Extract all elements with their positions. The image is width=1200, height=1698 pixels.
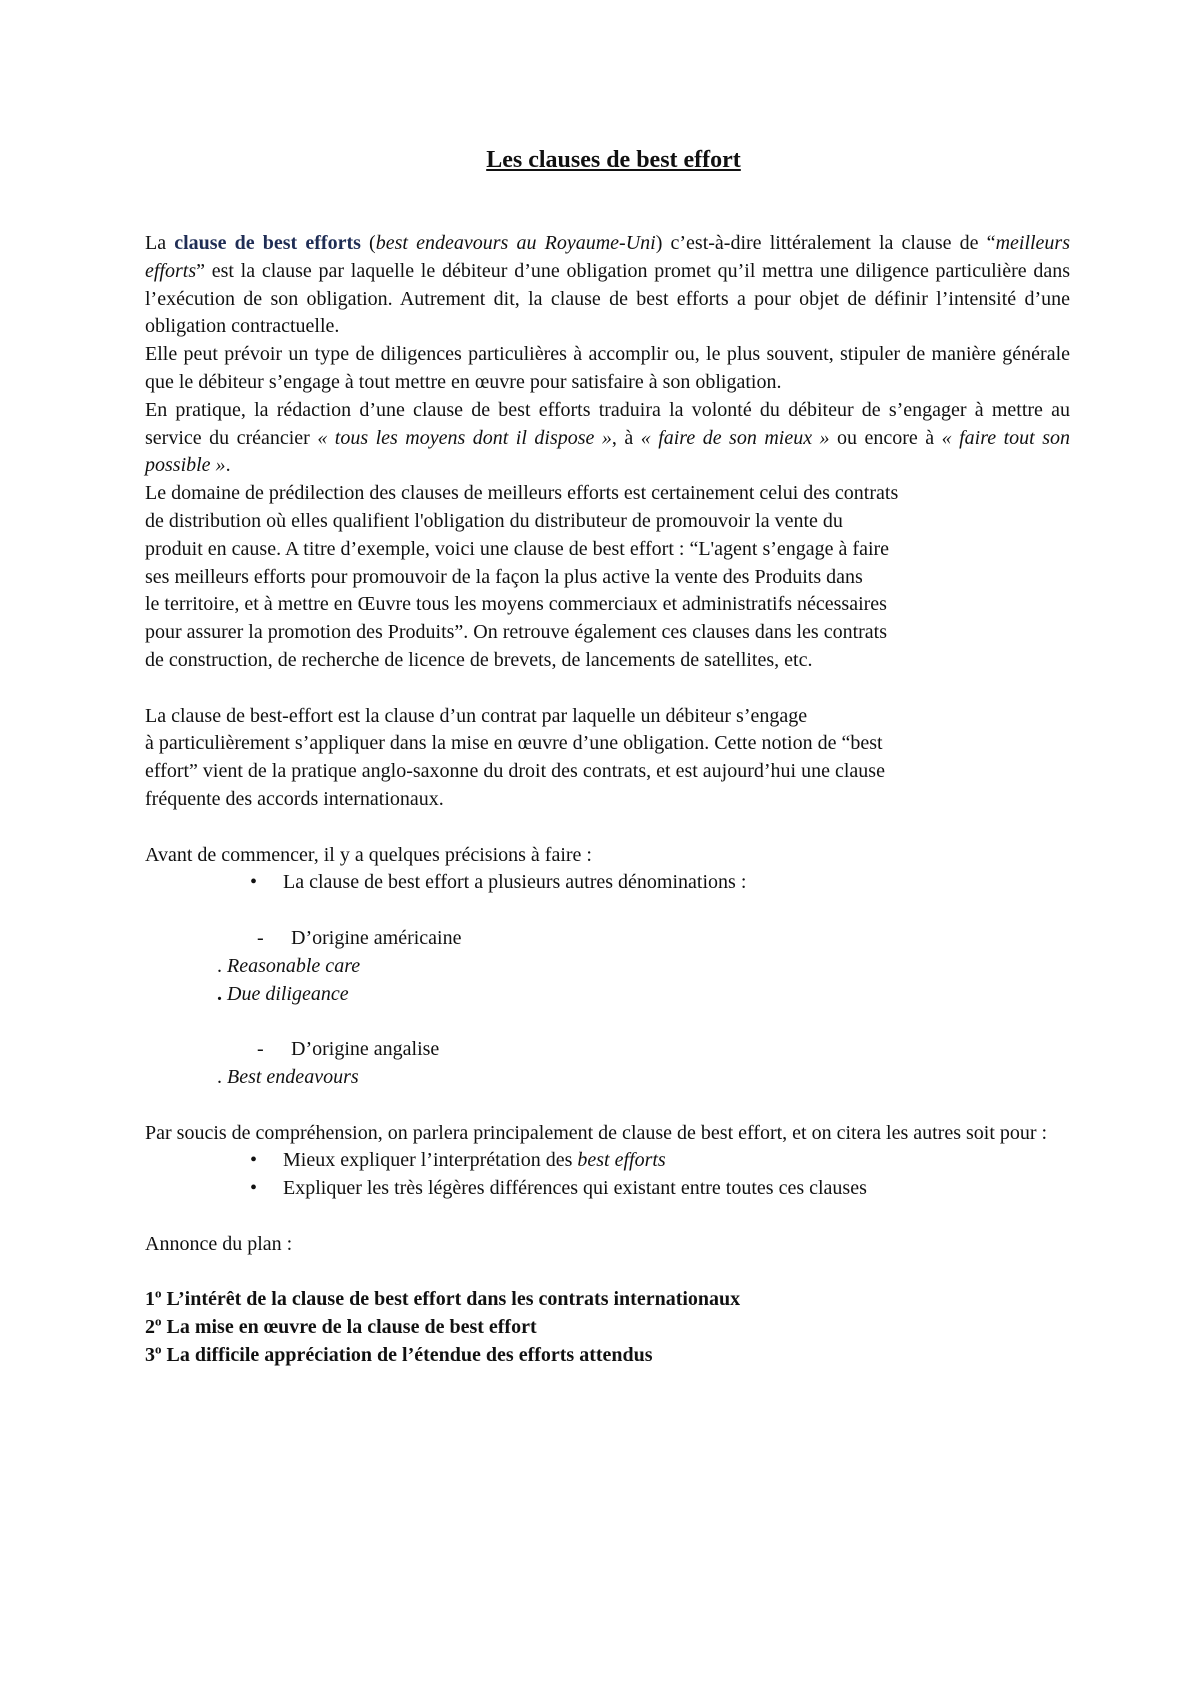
- list-item: . Best endeavours: [217, 1065, 359, 1088]
- list-item: . Reasonable care: [217, 954, 361, 977]
- plan-item: 2$^o$ La mise en œuvre de la clause de best effort: [145, 1313, 537, 1339]
- list-item: • La clause de best effort a plusieurs autres dénominations :: [250, 869, 1070, 897]
- paragraph-definition: La clause de best efforts (best endeavours au Royaume-Uni) c’est-à-dire littéralement la clause de “meilleurs efforts” est la clause par laquelle le débiteur d’une obligation promet qu’il mettra une diligence particulière dans l’exécution de son obligation. Autrement dit, la clause de best efforts a pour objet de définir l’intensité d’une obligation contractuelle.: [145, 232, 1070, 338]
- list-item: • Mieux expliquer l’interprétation des best efforts: [250, 1147, 1070, 1175]
- paragraph-domaine: Le domaine de prédilection des clauses de meilleurs efforts est certainement celui des contrats de distribution où elles qualifient l'obligation du distributeur de promouvoir la vente du produit en cause. A titre d’exemple, voici une clause de best effort : “L'agent s’engage à faire ses meilleurs efforts pour promouvoir de la façon la plus active la vente des Produits dans le territoire, et à mettre en Œuvre tous les moyens commerciaux et administratifs nécessaires pour assurer la promotion des Produits”. On retrouve également ces clauses dans les contrats de construction, de recherche de licence de brevets, de lancements de satellites, etc.: [145, 482, 899, 671]
- paragraph-diligences: Elle peut prévoir un type de diligences particulières à accomplir ou, le plus souvent, stipuler de manière générale que le débiteur s’engage à tout mettre en œuvre pour satisfaire à son obligation.: [145, 343, 1070, 393]
- dash-icon: -: [257, 1038, 264, 1061]
- dash-icon: -: [257, 926, 264, 949]
- document-title: Les clauses de best effort: [486, 147, 741, 173]
- plan-item: 1$^o$ L’intérêt de la clause de best effort dans les contrats internationaux: [145, 1285, 741, 1311]
- paragraph-comprehension: Par soucis de compréhension, on parlera principalement de clause de best effort, et on citera les autres soit pour :: [145, 1121, 1048, 1144]
- plan-label: Annonce du plan :: [145, 1232, 293, 1255]
- body-text: [145, 230, 1070, 480]
- comprehension-section: [145, 1120, 1070, 1203]
- key-term: clause de best efforts: [174, 232, 361, 254]
- plan-section: [145, 1231, 1070, 1370]
- bullet-list: [145, 1147, 1070, 1203]
- bullet-icon: •: [250, 1177, 258, 1200]
- list-item: - D’origine angalise: [145, 1036, 1070, 1064]
- paragraph-best-effort: La clause de best-effort est la clause d’un contrat par laquelle un débiteur s’engage à particulièrement s’appliquer dans la mise en œuvre d’une obligation. Cette notion de “best effort” vient de la pratique anglo-saxonne du droit des contrats, et est aujourd’hui une clause fréquente des accords internationaux.: [145, 704, 885, 810]
- plan-item: 3$^o$ La difficile appréciation de l’étendue des efforts attendus: [145, 1341, 653, 1366]
- list-item: . Due diligeance: [217, 982, 349, 1005]
- precisions-intro: Avant de commencer, il y a quelques précisions à faire :: [145, 843, 592, 866]
- paragraph-pratique: En pratique, la rédaction d’une clause de best efforts traduira la volonté du débiteur de s’engager à mettre au service du créancier « tous les moyens dont il dispose », à « faire de son mieux » ou encore à « faire tout son possible ».: [145, 398, 1070, 477]
- precisions-section: [145, 842, 1070, 1092]
- list-item: - D’origine américaine: [145, 925, 1070, 953]
- list-item: • Expliquer les très légères différences qui existant entre toutes ces clauses: [250, 1175, 1070, 1203]
- bullet-icon: •: [250, 871, 258, 894]
- bullet-list: [145, 869, 1070, 897]
- bullet-icon: •: [250, 1149, 258, 1172]
